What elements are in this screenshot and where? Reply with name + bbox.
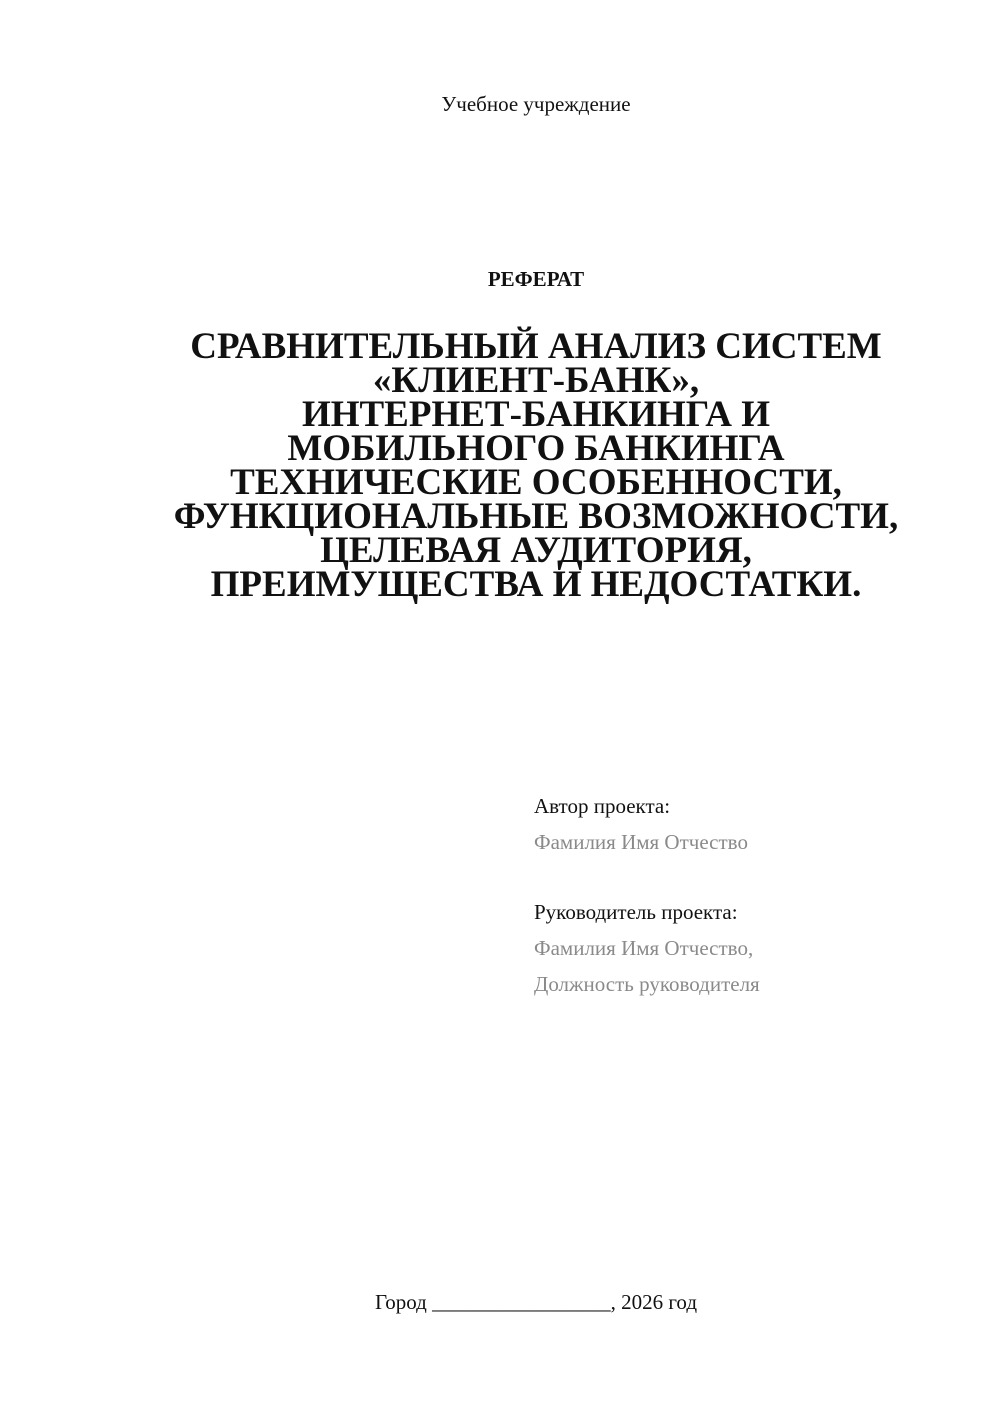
title-line: СРАВНИТЕЛЬНЫЙ АНАЛИЗ СИСТЕМ	[190, 326, 882, 367]
supervisor-label: Руководитель проекта:	[534, 900, 738, 924]
title-line: ФУНКЦИОНАЛЬНЫЕ ВОЗМОЖНОСТИ,	[173, 496, 899, 537]
title-line: «КЛИЕНТ-БАНК»,	[372, 360, 700, 401]
supervisor-position: Должность руководителя	[534, 972, 760, 996]
supervisor-name: Фамилия Имя Отчество,	[534, 936, 754, 960]
institution-name: Учебное учреждение	[441, 92, 631, 116]
document-type: РЕФЕРАТ	[487, 267, 585, 291]
title-line: МОБИЛЬНОГО БАНКИНГА	[287, 428, 785, 469]
author-name: Фамилия Имя Отчество	[534, 830, 748, 854]
city-year-line: Город _________________, 2026 год	[374, 1290, 698, 1314]
document-title	[0, 326, 1000, 605]
title-line: ПРЕИМУЩЕСТВА И НЕДОСТАТКИ.	[210, 564, 862, 605]
title-line: ЦЕЛЕВАЯ АУДИТОРИЯ,	[320, 530, 752, 571]
title-line: ТЕХНИЧЕСКИЕ ОСОБЕННОСТИ,	[230, 462, 842, 503]
author-label: Автор проекта:	[534, 794, 671, 818]
title-line: ИНТЕРНЕТ-БАНКИНГА И	[301, 394, 771, 435]
author-info	[534, 788, 760, 1002]
